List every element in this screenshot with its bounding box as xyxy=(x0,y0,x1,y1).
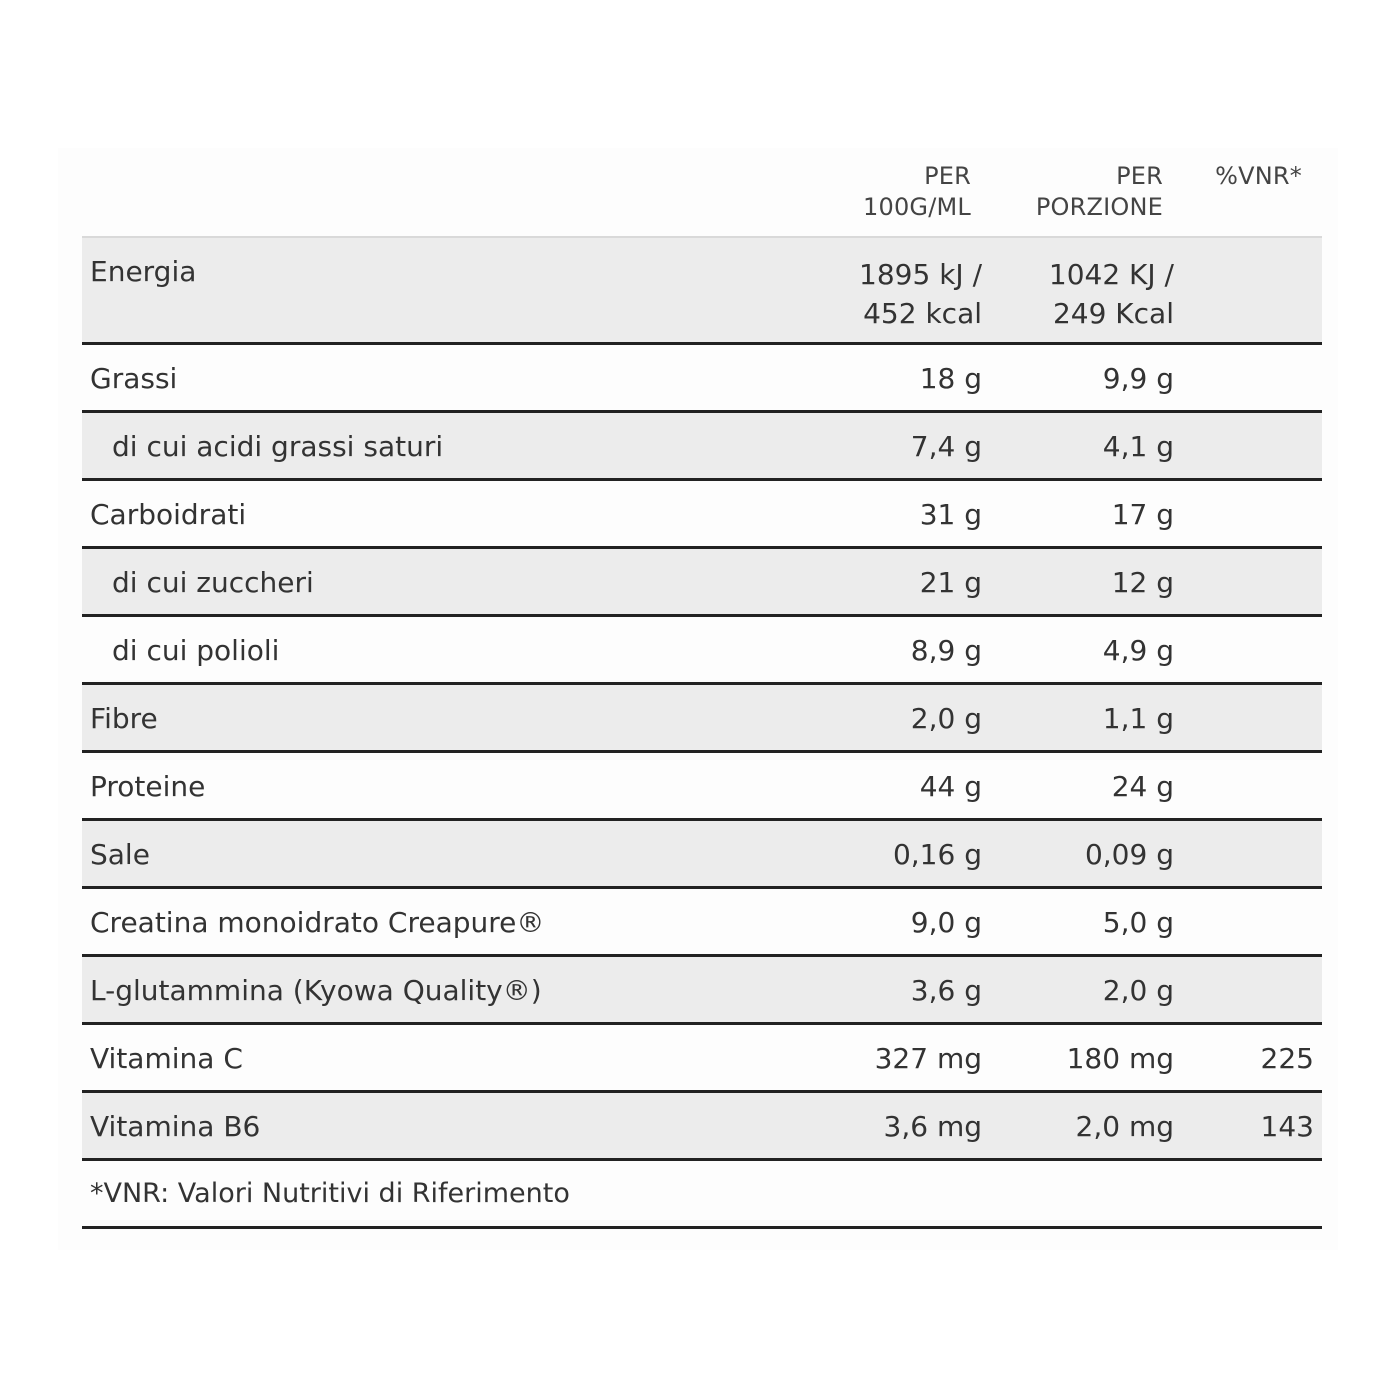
row-label: Fibre xyxy=(90,702,158,735)
row-portion-value: 5,0 g xyxy=(1102,906,1174,939)
table-row-sale xyxy=(82,821,1322,889)
header-vnr xyxy=(1182,161,1302,192)
table-row-proteine xyxy=(82,753,1322,821)
row-portion-value: 24 g xyxy=(1111,770,1174,803)
row-per100-value: 7,4 g xyxy=(910,430,982,463)
row-label: Grassi xyxy=(90,362,178,395)
row-portion-kcal: 249 Kcal xyxy=(1052,297,1174,330)
table-row-energia xyxy=(82,238,1322,345)
header-vnr-label: %VNR* xyxy=(1215,162,1302,190)
row-portion-value: 9,9 g xyxy=(1102,362,1174,395)
row-label: di cui zuccheri xyxy=(112,566,314,599)
header-per-100g-line2: 100G/ML xyxy=(863,193,971,221)
table-row-polioli xyxy=(82,617,1322,685)
row-per100-value: 0,16 g xyxy=(892,838,982,871)
row-label: Proteine xyxy=(90,770,206,803)
row-per100-value: 3,6 g xyxy=(910,974,982,1007)
row-label: Vitamina C xyxy=(90,1042,243,1075)
row-portion-value: 0,09 g xyxy=(1084,838,1174,871)
table-row-zuccheri xyxy=(82,549,1322,617)
row-per100-value: 9,0 g xyxy=(910,906,982,939)
row-portion-value: 180 mg xyxy=(1066,1042,1174,1075)
row-vnr-value: 225 xyxy=(1260,1042,1314,1075)
header-per-100g-line1: PER xyxy=(924,162,971,190)
row-label: L-glutammina (Kyowa Quality®) xyxy=(90,974,542,1007)
row-portion-kj: 1042 KJ / xyxy=(1048,258,1174,291)
row-label: Carboidrati xyxy=(90,498,247,531)
row-portion-value: 12 g xyxy=(1111,566,1174,599)
table-row-vitamina-c xyxy=(82,1025,1322,1093)
table-row-fibre xyxy=(82,685,1322,753)
row-per100-kcal: 452 kcal xyxy=(863,297,982,330)
header-per-portion-line2: PORZIONE xyxy=(1035,193,1163,221)
header-per-100g xyxy=(811,161,971,223)
row-per100-value: 3,6 mg xyxy=(883,1110,982,1143)
table-row-grassi xyxy=(82,345,1322,413)
table-row-vitamina-b6 xyxy=(82,1093,1322,1161)
row-vnr-value: 143 xyxy=(1260,1110,1314,1143)
row-per100-kj: 1895 kJ / xyxy=(859,258,982,291)
table-header xyxy=(82,148,1322,238)
row-label: Energia xyxy=(90,255,197,288)
row-per100-value xyxy=(859,255,982,333)
footnote-text: *VNR: Valori Nutritivi di Riferimento xyxy=(90,1178,570,1209)
row-per100-value: 2,0 g xyxy=(910,702,982,735)
row-portion-value: 4,1 g xyxy=(1102,430,1174,463)
row-label: di cui acidi grassi saturi xyxy=(112,430,444,463)
table-row-glutammina xyxy=(82,957,1322,1025)
table-footnote-row xyxy=(82,1161,1322,1229)
table-row-carboidrati xyxy=(82,481,1322,549)
row-per100-value: 327 mg xyxy=(874,1042,982,1075)
table-row-creatina xyxy=(82,889,1322,957)
row-per100-value: 21 g xyxy=(919,566,982,599)
row-label: Creatina monoidrato Creapure® xyxy=(90,906,545,939)
row-portion-value: 1,1 g xyxy=(1102,702,1174,735)
row-portion-value: 2,0 mg xyxy=(1075,1110,1174,1143)
row-portion-value: 4,9 g xyxy=(1102,634,1174,667)
table-row-grassi-saturi xyxy=(82,413,1322,481)
row-portion-value: 2,0 g xyxy=(1102,974,1174,1007)
row-portion-value xyxy=(1049,255,1174,333)
row-label: Sale xyxy=(90,838,150,871)
row-per100-value: 31 g xyxy=(919,498,982,531)
header-per-portion xyxy=(993,161,1163,223)
row-label: di cui polioli xyxy=(112,634,280,667)
row-per100-value: 18 g xyxy=(919,362,982,395)
header-per-portion-line1: PER xyxy=(1116,162,1163,190)
nutrition-table xyxy=(82,148,1322,1229)
row-per100-value: 8,9 g xyxy=(910,634,982,667)
row-portion-value: 17 g xyxy=(1111,498,1174,531)
row-per100-value: 44 g xyxy=(919,770,982,803)
row-label: Vitamina B6 xyxy=(90,1110,261,1143)
